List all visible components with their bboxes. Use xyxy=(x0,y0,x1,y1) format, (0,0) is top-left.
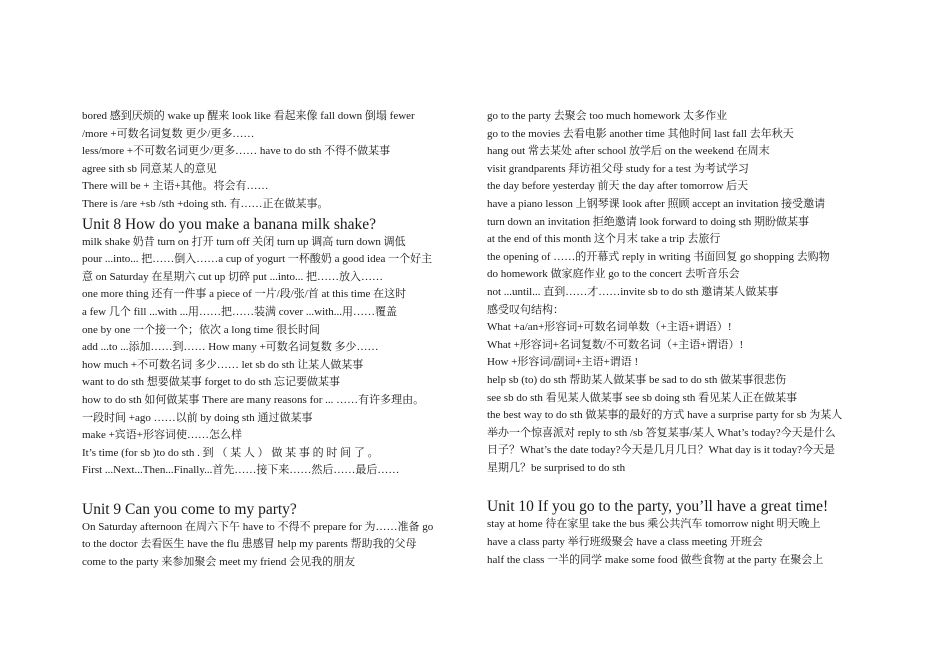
section-gap xyxy=(82,480,464,499)
text-line: 感受叹句结构： xyxy=(487,303,564,316)
text-line: add ...to ...添加……到…… How many +可数名词复数 多少…… xyxy=(82,341,379,354)
text-line: It’s time (for sb )to do sth . 到 （ 某 人 ） 做 某 事 的 时 间 了 。 xyxy=(82,446,379,459)
text-line: What +形容词+名词复数/不可数名词（+主语+谓语）! xyxy=(487,338,744,351)
text-line: less/more +不可数名词更少/更多…… have to do sth 不得不做某事 xyxy=(82,145,391,158)
text-line: On Saturday afternoon 在周六下午 have to 不得不 prepare for 为……准备 go xyxy=(82,520,434,533)
text-line: one by one 一个接一个；依次 a long time 很长时间 xyxy=(82,323,321,336)
text-line: go to the movies 去看电影 another time 其他时间 last fall 去年秋天 xyxy=(487,127,794,140)
text-line: the opening of ……的开幕式 reply in writing 书面回复 go shopping 去购物 xyxy=(487,250,830,263)
left-column xyxy=(82,108,464,572)
text-line: come to the party 来参加聚会 meet my friend 会见我的朋友 xyxy=(82,556,356,569)
text-line: What +a/an+形容词+可数名词单数（+主语+谓语）! xyxy=(487,321,732,334)
text-line: turn down an invitation 拒绝邀请 look forward to doing sth 期盼做某事 xyxy=(487,215,810,228)
text-line: 星期几？be surprised to do sth xyxy=(487,461,626,474)
text-line: go to the party 去聚会 too much homework 太多作业 xyxy=(487,110,728,122)
text-line: pour ...into... 把……倒入……a cup of yogurt 一杯酸奶 a good idea 一个好主 xyxy=(82,253,433,266)
text-line: stay at home 待在家里 take the bus 乘公共汽车 tomorrow night 明天晚上 xyxy=(487,518,821,531)
text-line: How +形容词/副词+主语+谓语 ! xyxy=(487,356,639,369)
text-line: help sb (to) do sth 帮助某人做某事 be sad to do sth 做某事很悲伤 xyxy=(487,373,787,386)
text-line: the day before yesterday 前天 the day after tomorrow 后天 xyxy=(487,180,749,193)
section-gap xyxy=(487,477,869,496)
text-line: have a class party 举行班级聚会 have a class meeting 开班会 xyxy=(487,536,763,549)
unit-8-heading: Unit 8 How do you make a banana milk shake? xyxy=(82,215,376,233)
unit-10-heading: Unit 10 If you go to the party, you’ll have a great time! xyxy=(487,498,829,516)
text-line: 日子？What’s the date today?今天是几月几日？What day is it today?今天是 xyxy=(487,444,835,457)
text-line: bored 感到厌烦的 wake up 醒来 look like 看起来像 fall down 倒塌 fewer xyxy=(82,110,415,122)
text-line: the best way to do sth 做某事的最好的方式 have a surprise party for sb 为某人 xyxy=(487,409,843,422)
text-line: do homework 做家庭作业 go to the concert 去听音乐会 xyxy=(487,268,740,281)
text-line: agree sith sb 同意某人的意见 xyxy=(82,162,217,175)
text-line: have a piano lesson 上钢琴课 look after 照顾 accept an invitation 接受邀请 xyxy=(487,197,826,210)
text-line: 举办一个惊喜派对 reply to sth /sb 答复某事/某人 What’s today?今天是什么 xyxy=(487,426,836,439)
text-line: at the end of this month 这个月末 take a trip 去旅行 xyxy=(487,233,721,246)
text-line: to the doctor 去看医生 have the flu 患感冒 help my parents 帮助我的父母 xyxy=(82,538,417,551)
unit-9-heading: Unit 9 Can you come to my party? xyxy=(82,500,297,518)
text-line: half the class 一半的同学 make some food 做些食物 at the party 在聚会上 xyxy=(487,553,824,566)
text-line: not ...until... 直到……才……invite sb to do sth 邀请某人做某事 xyxy=(487,285,779,298)
text-line: First ...Next...Then...Finally...首先……接下来……然后……最后…… xyxy=(82,464,400,477)
text-line: /more +可数名词复数 更少/更多…… xyxy=(82,127,255,140)
right-column xyxy=(487,108,869,569)
text-line: how much +不可数名词 多少…… let sb do sth 让某人做某事 xyxy=(82,358,364,371)
text-line: 一段时间 +ago ……以前 by doing sth 通过做某事 xyxy=(82,411,313,424)
text-line: how to do sth 如何做某事 There are many reasons for ... ……有许多理由。 xyxy=(82,393,425,406)
text-line: a few 几个 fill ...with ...用……把……装满 cover ...with...用……覆盖 xyxy=(82,305,397,318)
text-line: 意 on Saturday 在星期六 cut up 切碎 put ...into... 把……放入…… xyxy=(82,270,383,283)
text-line: make +宾语+形容词使……怎么样 xyxy=(82,429,242,442)
text-line: There will be + 主语+其他。将会有…… xyxy=(82,180,269,193)
text-line: see sb do sth 看见某人做某事 see sb doing sth 看见某人正在做某事 xyxy=(487,391,798,404)
text-line: milk shake 奶昔 turn on 打开 turn off 关闭 turn up 调高 turn down 调低 xyxy=(82,235,406,248)
text-line: visit grandparents 拜访祖父母 study for a test 为考试学习 xyxy=(487,162,749,175)
text-line: hang out 常去某处 after school 放学后 on the weekend 在周末 xyxy=(487,145,770,158)
text-line: There is /are +sb /sth +doing sth. 有……正在做某事。 xyxy=(82,197,329,210)
text-line: want to do sth 想要做某事 forget to do sth 忘记要做某事 xyxy=(82,376,340,389)
text-line: one more thing 还有一件事 a piece of 一片/段/张/首 at this time 在这时 xyxy=(82,288,407,301)
